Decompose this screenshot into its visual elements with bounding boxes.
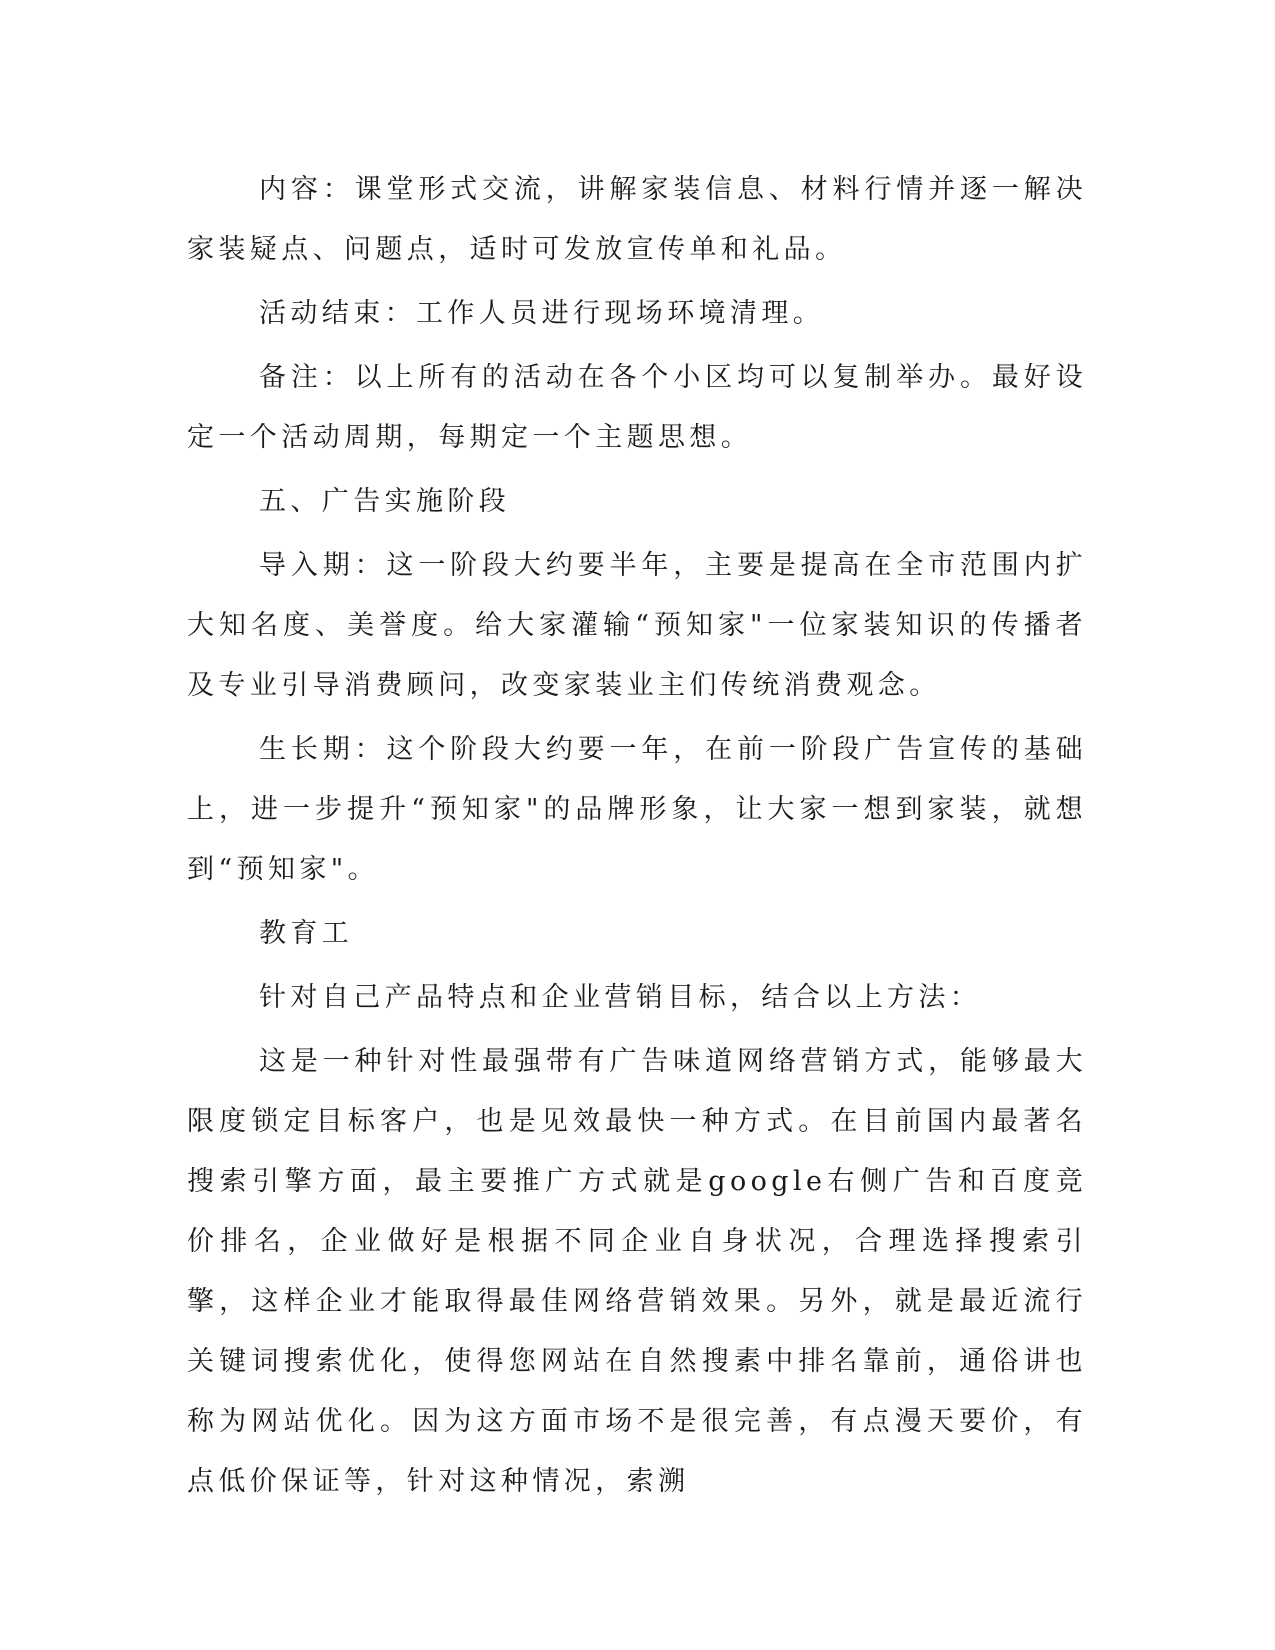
paragraph-remarks: 备注：以上所有的活动在各个小区均可以复制举办。最好设定一个活动周期，每期定一个主题思想。 — [187, 362, 1087, 453]
document-body — [187, 160, 1087, 1516]
paragraph-methods: 针对自己产品特点和企业营销目标，结合以上方法： — [259, 982, 982, 1013]
paragraph-content: 内容：课堂形式交流，讲解家装信息、材料行情并逐一解决家装疑点、问题点，适时可发放宣传单和礼品。 — [187, 174, 1087, 265]
paragraph-education: 教育工 — [259, 918, 354, 949]
paragraph-growth-period: 生长期：这个阶段大约要一年，在前一阶段广告宣传的基础上，进一步提升“预知家"的品牌形象，让大家一想到家装，就想到“预知家"。 — [187, 734, 1087, 885]
section-heading-ad-implementation: 五、广告实施阶段 — [259, 486, 511, 517]
paragraph-introduction-period: 导入期：这一阶段大约要半年，主要是提高在全市范围内扩大知名度、美誉度。给大家灌输“预知家"一位家装知识的传播者及专业引导消费顾问，改变家装业主们传统消费观念。 — [187, 550, 1087, 701]
paragraph-activity-end: 活动结束：工作人员进行现场环境清理。 — [259, 298, 825, 329]
paragraph-search-marketing: 这是一种针对性最强带有广告味道网络营销方式，能够最大限度锁定目标客户，也是见效最快一种方式。在目前国内最著名搜索引擎方面，最主要推广方式就是google右侧广告和百度竞价排名，企业做好是根据不同企业自身状况，合理选择搜索引擎，这样企业才能取得最佳网络营销效果。另外，就是最近流行关键词搜索优化，使得您网站在自然搜素中排名靠前，通俗讲也称为网站优化。因为这方面市场不是很完善，有点漫天要价，有点低价保证等，针对这种情况，索溯 — [187, 1046, 1087, 1497]
